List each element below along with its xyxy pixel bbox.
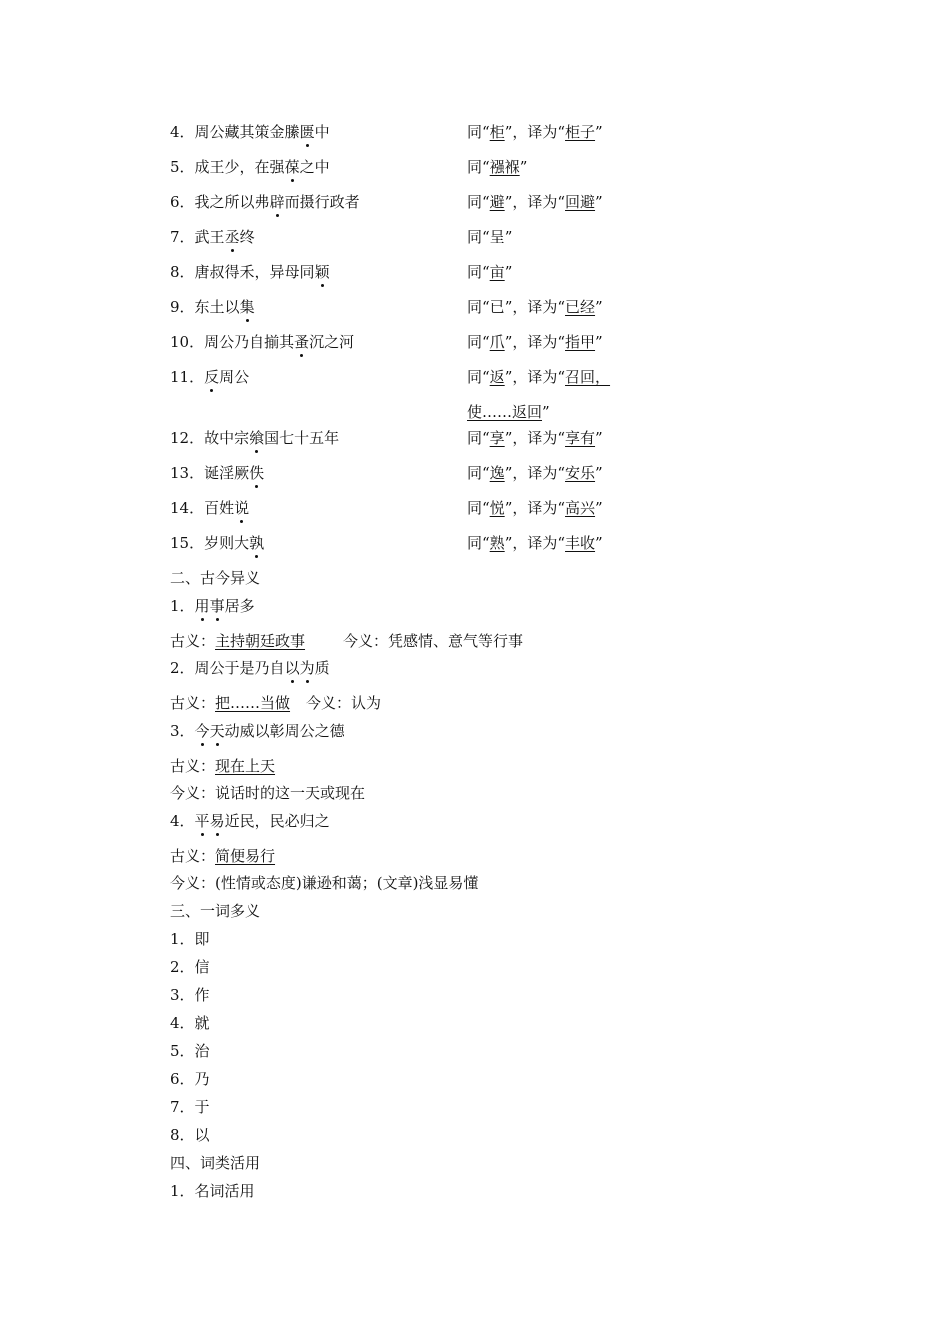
gujin-item-2-meaning: 古义：把……当做 今义：认为: [170, 694, 382, 712]
section-heading-yiciduoyi: 三、一词多义: [170, 902, 261, 920]
duoyi-item: 5．治: [170, 1042, 210, 1060]
jin-meaning: 说话时的这一天或现在: [215, 784, 366, 802]
tongjia-explanation-continued: 使……返回”: [467, 403, 550, 421]
jin-meaning: 凭感情、意气等行事: [388, 632, 524, 650]
tongjia-explanation: 同“熟”，译为“丰收”: [467, 534, 603, 552]
gujin-item-4-jin: 今义：(性情或态度)谦逊和蔼；(文章)浅显易懂: [170, 874, 479, 892]
tongjia-sentence: 9．东土以集: [170, 298, 255, 316]
gu-meaning: 简便易行: [215, 847, 276, 865]
duoyi-item: 4．就: [170, 1014, 210, 1032]
jin-meaning: (性情或态度)谦逊和蔼；(文章)浅显易懂: [215, 874, 479, 892]
tongjia-explanation: 同“已”，译为“已经”: [467, 298, 603, 316]
huoyong-item: 1．名词活用: [170, 1182, 255, 1200]
tongjia-sentence: 6．我之所以弗辟而摄行政者: [170, 193, 360, 211]
duoyi-item: 7．于: [170, 1098, 210, 1116]
tongjia-sentence: 7．武王丞终: [170, 228, 255, 246]
tongjia-explanation: 同“返”，译为“召回，: [467, 368, 611, 386]
tongjia-sentence: 10．周公乃自揃其蚤沉之河: [170, 333, 355, 351]
duoyi-item: 2．信: [170, 958, 210, 976]
tongjia-sentence: 11．反周公: [170, 368, 250, 386]
gu-meaning: 主持朝廷政事: [215, 632, 306, 650]
tongjia-sentence: 8．唐叔得禾，异母同颖: [170, 263, 330, 281]
gujin-item-3: 3．今天动威以彰周公之德: [170, 722, 345, 740]
gujin-item-2: 2．周公于是乃自以为质: [170, 659, 330, 677]
tongjia-explanation: 同“避”，译为“回避”: [467, 193, 603, 211]
gujin-item-1: 1．用事居多: [170, 597, 255, 615]
gujin-item-1-meaning: 古义：主持朝廷政事 今义：凭感情、意气等行事: [170, 632, 524, 650]
tongjia-explanation: 同“呈”: [467, 228, 513, 246]
tongjia-explanation: 同“享”，译为“享有”: [467, 429, 603, 447]
gujin-item-4: 4．平易近民，民必归之: [170, 812, 330, 830]
tongjia-explanation: 同“襁褓”: [467, 158, 528, 176]
tongjia-sentence: 13．诞淫厥佚: [170, 464, 265, 482]
tongjia-sentence: 4．周公藏其策金縢匮中: [170, 123, 330, 141]
gujin-item-3-gu: 古义：现在上天: [170, 757, 276, 775]
tongjia-explanation: 同“逸”，译为“安乐”: [467, 464, 603, 482]
section-heading-gujin: 二、古今异义: [170, 569, 261, 587]
duoyi-item: 3．作: [170, 986, 210, 1004]
duoyi-item: 6．乃: [170, 1070, 210, 1088]
gujin-item-3-jin: 今义：说话时的这一天或现在: [170, 784, 366, 802]
tongjia-sentence: 5．成王少，在强葆之中: [170, 158, 330, 176]
duoyi-item: 8．以: [170, 1126, 210, 1144]
section-heading-cileihuoyong: 四、词类活用: [170, 1154, 261, 1172]
tongjia-explanation: 同“悦”，译为“高兴”: [467, 499, 603, 517]
tongjia-explanation: 同“爪”，译为“指甲”: [467, 333, 603, 351]
tongjia-sentence: 12．故中宗飨国七十五年: [170, 429, 340, 447]
duoyi-item: 1．即: [170, 930, 210, 948]
gujin-item-4-gu: 古义：简便易行: [170, 847, 276, 865]
tongjia-sentence: 15．岁则大孰: [170, 534, 265, 552]
gu-meaning: 现在上天: [215, 757, 276, 775]
jin-meaning: 认为: [351, 694, 382, 712]
tongjia-explanation: 同“柜”，译为“柜子”: [467, 123, 603, 141]
tongjia-explanation: 同“亩”: [467, 263, 513, 281]
tongjia-sentence: 14．百姓说: [170, 499, 250, 517]
gu-meaning: 把……当做: [215, 694, 291, 712]
